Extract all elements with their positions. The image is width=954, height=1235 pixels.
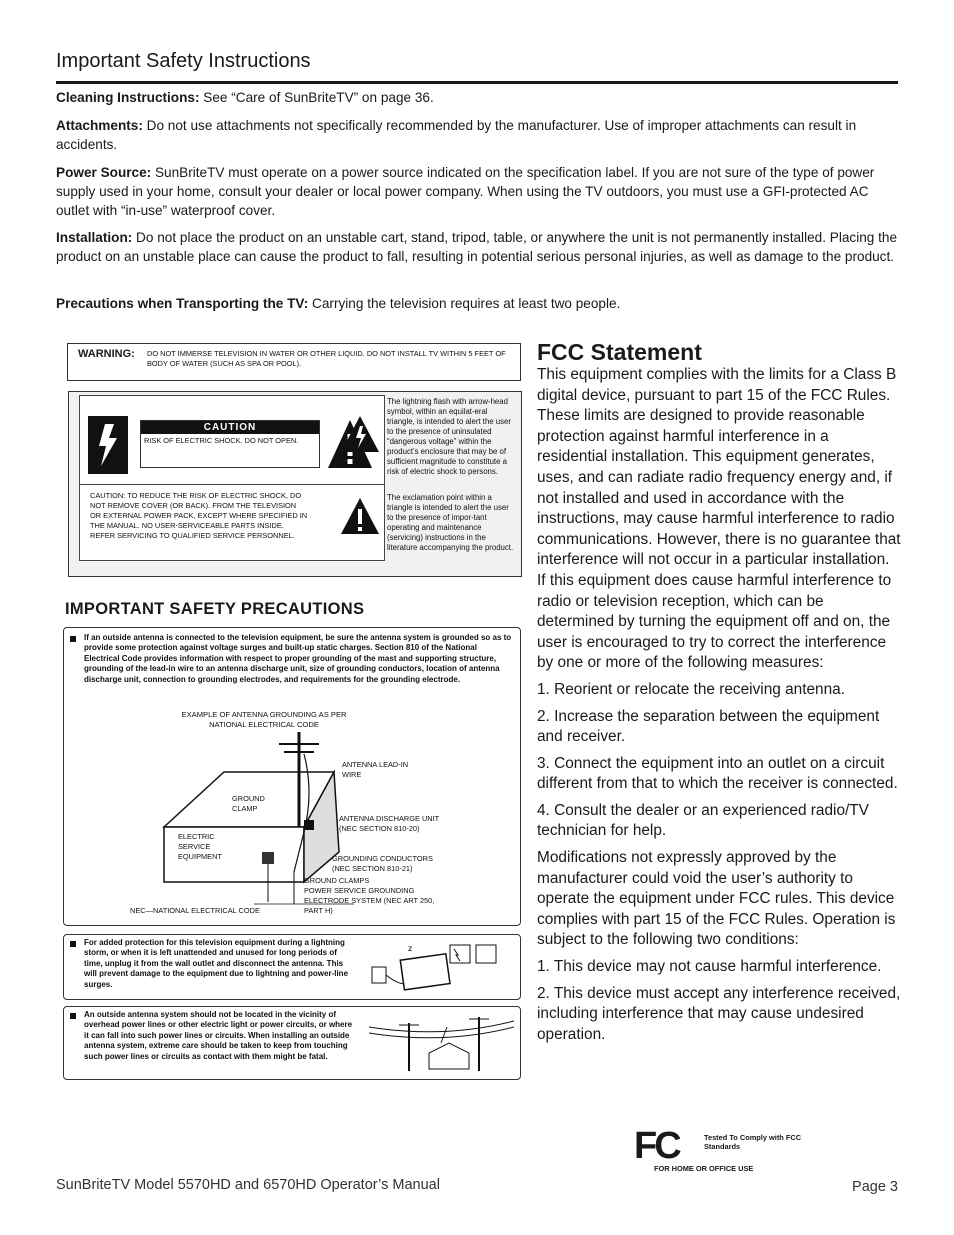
lightning-bolt-icon [88,416,128,474]
fcc-logo [634,1126,804,1176]
unplugged-tv-illustration [364,941,514,995]
installation-paragraph [56,228,898,266]
warning-label: WARNING: [78,348,135,360]
fcc-body [537,365,902,1051]
cleaning-label: Cleaning Instructions: [56,90,200,105]
fcc-measure-4: 4. Consult the dealer or an experienced radio/TV technician for help. [537,801,869,840]
label-antenna-lead: ANTENNA LEAD-IN WIRE [342,760,409,779]
bullet-icon [70,1013,76,1019]
antenna-grounding-box [63,627,521,926]
fcc-logo-tested: Tested To Comply with FCC Standards [704,1133,802,1151]
power-label: Power Source: [56,165,152,180]
label-nec: NEC—NATIONAL ELECTRICAL CODE [130,906,260,915]
power-lines-box [63,1006,521,1080]
caution-subtext: RISK OF ELECTRIC SHOCK. DO NOT OPEN. [144,436,299,445]
fcc-title: FCC Statement [537,339,702,365]
page-title: Important Safety Instructions [56,50,311,72]
lightning-storm-box [63,934,521,1000]
fcc-condition-2: 2. This device must accept any interference received, including interference that may cause undesired operation. [537,984,901,1043]
exclamation-triangle-icon [339,496,381,536]
warning-text: DO NOT IMMERSE TELEVISION IN WATER OR OTHER LIQUID. DO NOT INSTALL TV WITHIN 5 FEET OF BODY OF WATER (SUCH AS SPA OR POOL). [147,349,506,368]
installation-label: Installation: [56,230,133,245]
label-ground-clamps: GROUND CLAMPS [304,876,370,885]
label-grounding-conductors: GROUNDING CONDUCTORS (NEC SECTION 810-21) [332,854,433,873]
caution-label-box [140,420,320,468]
label-electric-service: ELECTRIC SERVICE EQUIPMENT [178,832,222,861]
fcc-measure-1: 1. Reorient or relocate the receiving antenna. [537,680,846,698]
label-ground-clamp: GROUND CLAMP [232,794,265,813]
caution-body: CAUTION: TO REDUCE THE RISK OF ELECTRIC SHOCK, DO NOT REMOVE COVER (OR BACK). FROM THE TELEVISION OR EXTERNAL POWER PACK, EXCEPT WHERE SPECIFIED IN THE MANUAL. NO USER-SERVICEABLE PARTS INSIDE. REFER SERVICING TO QUALIFIED SERVICE PERSONNEL. [90,491,308,540]
transport-text: Carrying the television requires at least two people. [308,296,621,311]
attachments-paragraph [56,116,898,154]
footer-manual: SunBriteTV Model 5570HD and 6570HD Operator’s Manual [56,1177,440,1193]
fcc-condition-1: 1. This device may not cause harmful interference. [537,958,882,976]
fcc-measure-2: 2. Increase the separation between the equipment and receiver. [537,707,880,746]
lightning-explanation: The lightning flash with arrow-head symbol, within an equilat-eral triangle, is intended to alert the user to the presence of uninsulated “dangerous voltage” within the product’s enclosure that may be of sufficient magnitude to constitute a risk of electric shock to persons. [387,397,511,476]
cleaning-text: See “Care of SunBriteTV” on page 36. [199,90,434,105]
precautions-title: IMPORTANT SAFETY PRECAUTIONS [65,600,365,618]
bullet-icon [70,941,76,947]
diagram-title: EXAMPLE OF ANTENNA GROUNDING AS PER NATIONAL ELECTRICAL CODE [181,710,347,729]
cleaning-paragraph [56,88,898,107]
caution-header: CAUTION [141,421,319,434]
fcc-logo-usage: FOR HOME OR OFFICE USE [654,1164,754,1173]
antenna-text: If an outside antenna is connected to the television equipment, be sure the antenna system is grounded so as to provide some protection against voltage surges and built-up static charges. Section 810 of the National Electrical Code provides information with respect to proper grounding of the mast and supporting structure, grounding of the lead-in wire to an antenna discharge unit, size of grounding conductors, location of antenna discharge unit, connection to grounding electrodes, and requirements for the grounding electrode. [84,633,512,684]
installation-text: Do not place the product on an unstable cart, stand, tripod, table, or anywhere the unit is not permanently installed. Placing the product on an unstable place can cause the product to fall, resulting in potential serious personal injuries, as well as damage to the product. [56,230,898,264]
power-text: SunBriteTV must operate on a power source indicated on the specification label. If you are not sure of the type of power supply used in your home, consult your dealer or local power company. When using the TV outdoors, you must use a GFI-protected AC outlet with “in-use” waterproof cover. [56,165,875,218]
transport-label: Precautions when Transporting the TV: [56,296,309,311]
caution-divider [80,484,384,485]
svg-text:z: z [408,944,413,953]
label-discharge-unit: ANTENNA DISCHARGE UNIT (NEC SECTION 810-20) [339,814,440,833]
fcc-measure-3: 3. Connect the equipment into an outlet on a circuit different from that to which the receiver is connected. [537,754,898,793]
transport-paragraph [56,294,898,313]
bullet-icon [70,636,76,642]
lightning-storm-text: For added protection for this television equipment during a lightning storm, or when it is left unattended and unused for long periods of time, unplug it from the wall outlet and disconnect the antenna. This will prevent damage to the equipment due to lightning and power-line surges. [84,938,349,989]
attachments-label: Attachments: [56,118,143,133]
label-power-service: POWER SERVICE GROUNDING ELECTRODE SYSTEM (NEC ART 250, PART H) [304,886,435,915]
power-lines-text: An outside antenna system should not be located in the vicinity of overhead power lines or other electric light or power circuits, or where it can fall into such power lines or circuits. When installing an outside antenna system, extreme care should be taken to keep from touching such power lines or circuits as contact with them might be fatal. [84,1010,353,1061]
caution-box [68,391,522,577]
exclamation-explanation: The exclamation point within a triangle is intended to alert the user to the presence of impor-tant operating and maintenance (servicing) instructions in the literature accompanying the product. [387,493,514,552]
warning-box [67,343,521,381]
power-lines-illustration [369,1013,514,1073]
fcc-modifications: Modifications not expressly approved by the manufacturer could void the user’s authority to operate the equipment under FCC rules. This device complies with part 15 of the FCC Rules. Operation is subject to the following two conditions: [537,849,896,949]
footer-page-number: Page 3 [852,1179,898,1195]
header-rule [56,81,898,84]
fcc-intro: This equipment complies with the limits for a Class B digital device, pursuant to part 15 of the FCC Rules. These limits are designed to provide reasonable protection against harmful interference in a residential installation. This equipment generates, uses, and can radiate radio frequency energy and, if not installed and used in accordance with the instructions, may cause harmful interference to radio communications. However, there is no guarantee that interference will not occur in a particular installation. If this equipment does cause harmful interference to radio or television reception, which can be determined by turning the equipment off and on, the user is encouraged to try to correct the interference by one or more of the following measures: [537,366,901,672]
attachments-text: Do not use attachments not specifically recommended by the manufacturer. Use of improper attachments can result in accidents. [56,118,857,152]
lightning-triangle-icon [339,414,381,454]
fcc-logo-mark: FC [634,1125,679,1167]
power-paragraph [56,163,898,220]
